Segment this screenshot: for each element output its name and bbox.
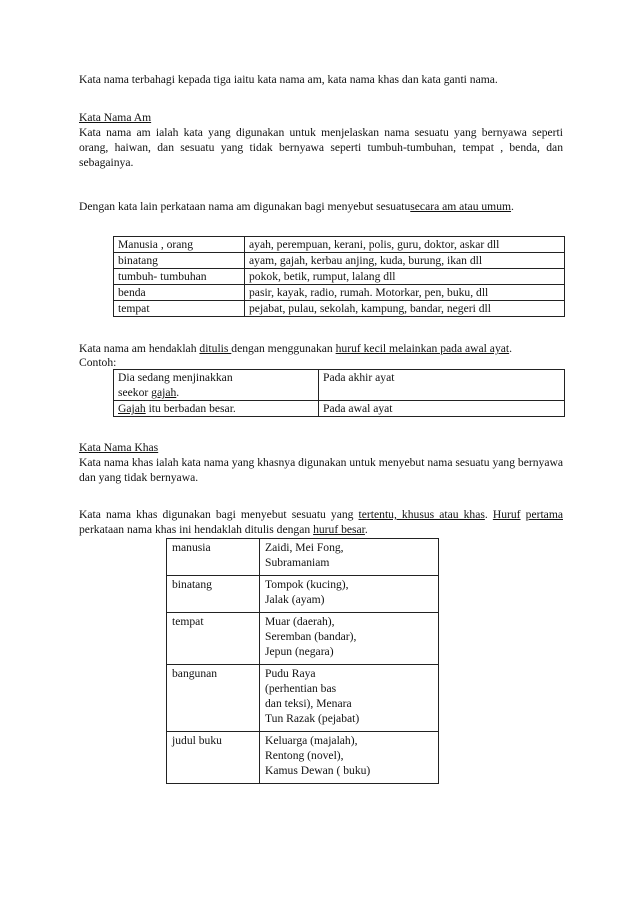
example-cell — [114, 401, 319, 417]
example-line: Keluarga (majalah), — [265, 734, 358, 747]
examples-cell: ayah, perempuan, kerani, polis, guru, doktor, askar dll — [245, 237, 565, 253]
table-row — [167, 732, 439, 784]
category-cell: tempat — [114, 301, 245, 317]
table-row — [167, 613, 439, 665]
table-row — [167, 665, 439, 732]
usage-text: perkataan nama khas ini hendaklah ditulis dengan — [79, 523, 314, 536]
rule-underlined-2: huruf kecil melainkan pada awal ayat — [335, 342, 510, 355]
kata-nama-khas-definition: Kata nama khas ialah kata nama yang khasnya digunakan untuk menyebut nama sesuatu yang bernyawa dan yang tidak bernyawa. — [79, 456, 563, 484]
kata-nama-khas-usage — [79, 507, 563, 537]
kata-nama-khas-table — [166, 538, 439, 784]
example-line: Zaidi, Mei Fong, — [265, 541, 344, 554]
kata-nama-am-usage — [79, 199, 563, 214]
example-line — [118, 385, 314, 400]
category-cell: binatang — [114, 253, 245, 269]
contoh-label: Contoh: — [79, 356, 117, 369]
usage-text: . — [484, 508, 493, 521]
category-cell: Manusia , orang — [114, 237, 245, 253]
example-line: (perhentian bas — [265, 682, 337, 695]
kata-nama-khas-heading: Kata Nama Khas — [79, 441, 159, 454]
usage-underlined: tertentu, khusus atau khas — [358, 508, 485, 521]
category-cell: bangunan — [167, 665, 260, 732]
example-line: Rentong (novel), — [265, 749, 344, 762]
examples-cell — [260, 576, 439, 613]
examples-cell — [260, 613, 439, 665]
kata-nama-am-rule — [79, 341, 563, 356]
usage-text: Kata nama khas digunakan bagi menyebut sesuatu yang — [79, 508, 359, 521]
example-line: Tun Razak (pejabat) — [265, 712, 360, 725]
usage-underlined: secara am atau umum — [410, 200, 512, 213]
examples-cell: ayam, gajah, kerbau anjing, kuda, burung, ikan dll — [245, 253, 565, 269]
example-line: Tompok (kucing), — [265, 578, 349, 591]
usage-underlined: pertama — [525, 508, 563, 521]
example-line: dan teksi), Menara — [265, 697, 352, 710]
usage-end: . — [364, 523, 368, 536]
table-row — [114, 253, 565, 269]
example-text: itu berbadan besar. — [145, 402, 236, 415]
example-line: Pudu Raya — [265, 667, 316, 680]
table-row — [114, 301, 565, 317]
examples-cell: pejabat, pulau, sekolah, kampung, bandar, negeri dll — [245, 301, 565, 317]
intro-paragraph: Kata nama terbahagi kepada tiga iaitu kata nama am, kata nama khas dan kata ganti nama. — [79, 73, 498, 86]
usage-underlined: Huruf — [492, 508, 521, 521]
table-row — [167, 576, 439, 613]
examples-cell — [260, 539, 439, 576]
example-line: Jepun (negara) — [265, 645, 334, 658]
category-cell: binatang — [167, 576, 260, 613]
usage-text: Dengan kata lain perkataan nama am digunakan bagi menyebut sesuatu — [79, 200, 411, 213]
kata-nama-am-definition: Kata nama am ialah kata yang digunakan untuk menjelaskan nama sesuatu yang bernyawa seperti orang, haiwan, dan sesuatu yang tidak bernyawa seperti tumbuh-tumbuhan, tempat , benda, dan sebagainya. — [79, 126, 563, 169]
category-cell: benda — [114, 285, 245, 301]
rule-text-a: Kata nama am hendaklah — [79, 342, 200, 355]
example-line: Subramaniam — [265, 556, 330, 569]
examples-table — [113, 369, 565, 417]
usage-end: . — [511, 200, 514, 213]
examples-cell: pokok, betik, rumput, lalang dll — [245, 269, 565, 285]
example-line: Muar (daerah), — [265, 615, 335, 628]
example-end: . — [176, 386, 180, 399]
table-row — [114, 237, 565, 253]
category-cell: judul buku — [167, 732, 260, 784]
example-text: seekor — [118, 386, 152, 399]
category-cell: tumbuh- tumbuhan — [114, 269, 245, 285]
usage-underlined: huruf besar — [313, 523, 365, 536]
category-cell: tempat — [167, 613, 260, 665]
rule-text-b: dengan menggunakan — [231, 342, 336, 355]
examples-cell: pasir, kayak, radio, rumah. Motorkar, pen, buku, dll — [245, 285, 565, 301]
example-line: Seremban (bandar), — [265, 630, 357, 643]
kata-nama-am-table — [113, 236, 565, 317]
example-line: Dia sedang menjinakkan — [118, 371, 233, 384]
table-row — [114, 269, 565, 285]
example-underlined: Gajah — [118, 402, 146, 415]
table-row — [114, 401, 565, 417]
table-row — [114, 285, 565, 301]
examples-cell — [260, 665, 439, 732]
table-row — [167, 539, 439, 576]
example-underlined: gajah — [151, 386, 177, 399]
kata-nama-am-heading: Kata Nama Am — [79, 111, 152, 124]
rule-text-c: . — [509, 342, 513, 355]
examples-cell — [260, 732, 439, 784]
category-cell: manusia — [167, 539, 260, 576]
example-cell — [114, 370, 319, 401]
example-line: Jalak (ayam) — [265, 593, 325, 606]
rule-underlined-1: ditulis — [199, 342, 232, 355]
example-position-cell: Pada awal ayat — [319, 401, 565, 417]
table-row — [114, 370, 565, 401]
example-position-cell: Pada akhir ayat — [319, 370, 565, 401]
example-line: Kamus Dewan ( buku) — [265, 764, 371, 777]
